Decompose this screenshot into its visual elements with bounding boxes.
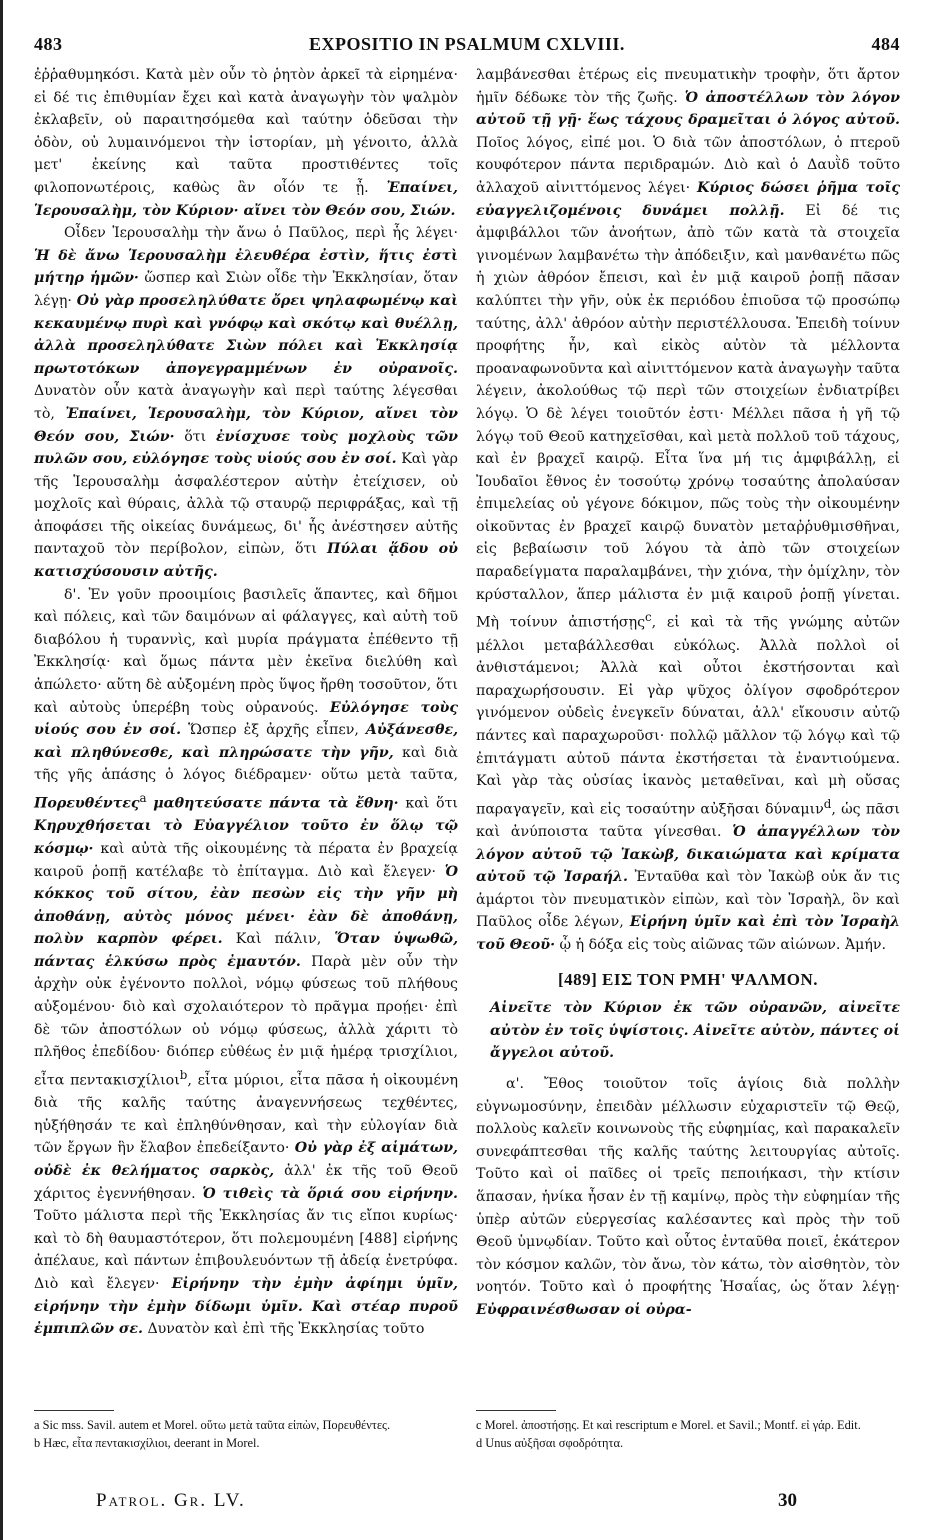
text-run: Παρὰ μὲν οὖν τὴν ἀρχὴν οὐκ ἐγένοντο πολλοὶ, νόμῳ φύσεως τοῦ πλήθους αὐξομένου· διὸ καὶ σχολαιότερον τὸ πρᾶγμα προῄει· ἐπὶ δὲ τῶν ἀποστόλων οὐ νόμῳ φύσεως, ἀλλὰ χάριτι τὸ πλῆθος ἐπεδίδου· διόπερ εὐθέως ἐν μιᾷ ἡμέρᾳ τρισχίλιοι, εἶτα πεντακισχίλιοι (34, 953, 458, 1089)
scripture-quote: Αὐξάνεσθε, καὶ πληθύνεσθε, καὶ πληρώσατε τὴν γῆν, (34, 722, 459, 761)
text-run: ὥσπερ καὶ Σιὼν οἶδε τὴν Ἐκκλησίαν, ὅταν λέγῃ· (34, 270, 458, 309)
text-run: ὅτι (184, 428, 207, 445)
left-column (34, 64, 458, 1341)
printer-signature: Patrol. Gr. LV. (96, 1490, 246, 1511)
footnote-mark[interactable]: c (645, 610, 652, 625)
footnotes-left (34, 1418, 458, 1453)
text-run: Καὶ γὰρ τῆς Ἱερουσαλὴμ ἀσφαλέστερον αὐτὴν ἐτείχισεν, οὐ μοχλοῖς καὶ θύραις, ἀλλὰ τῷ σταυρῷ περιφράξας, καὶ τῇ ἀποφάσει τῆς οἰκείας δυνάμεως, δι' ἧς ἀνέστησεν αὐτῆς πανταχοῦ τὸν περίβολον, εἰπὼν, ὅτι (34, 451, 458, 558)
scripture-quote: Εἰρήνη ὑμῖν καὶ ἐπὶ τὸν Ἰσραὴλ τοῦ Θεοῦ· (476, 914, 900, 954)
scripture-quote: Εὐφραινέσθωσαν οἱ οὐρα- (476, 1301, 692, 1318)
text-run: Οἶδεν Ἱερουσαλὴμ τὴν ἄνω ὁ Παῦλος, περὶ ἧς λέγει· (64, 225, 458, 242)
text-run: , εἶτα μύριοι, εἶτα πᾶσα ἡ οἰκουμένη διὰ τῆς καλῆς ταύτης ἀναγεννήσεως τεχθέντες, ηὐξήθησάν τε καὶ ἐπληθύνθησαν, καὶ τὴν εὐλογίαν διὰ τῶν ἔργων ἣν ἔλαβον ἐπεδείξαντο· (34, 1072, 459, 1157)
text-run: Ποῖος λόγος, εἰπέ μοι. Ὁ διὰ τῶν ἀποστόλων, ὁ πτεροῦ κουφότερον πάντα περιδραμών. Διὸ καὶ ὁ Δαυῒδ τοῦτο ἀλλαχοῦ αἰνιττόμενος λέγει· (476, 134, 900, 196)
text-run: καὶ αὐτὰ τῆς οἰκουμένης τὰ πέρατα ἐν βραχείᾳ καιροῦ ῥοπῇ κατέλαβε τὸ ἐπίταγμα. Διὸ καὶ ἔλεγεν· (34, 840, 458, 880)
scripture-quote: Εἰρήνην τὴν ἐμὴν ἀφίημι ὑμῖν, εἰρήνην τὴν ἐμὴν δίδωμι ὑμῖν. Καὶ στέαρ πυροῦ ἐμπιπλῶν σε. (34, 1275, 458, 1338)
footnote-mark[interactable]: d (823, 796, 832, 811)
scripture-quote: Κύριος δώσει ῥῆμα τοῖς εὐαγγελιζομένοις δυνάμει πολλῇ. (476, 179, 900, 219)
right-column (476, 64, 900, 1322)
page-number-right: 484 (871, 34, 900, 54)
footnote: a Sic mss. Savil. autem et Morel. οὕτω μετὰ ταῦτα εἰπὼν, Πορευθέντες. (34, 1418, 391, 1432)
running-title: EXPOSITIO IN PSALMUM CXLVIII. (309, 34, 625, 54)
scripture-quote: Ὁ κόκκος τοῦ σίτου, ἐὰν πεσὼν εἰς τὴν γῆν μὴ ἀποθάνῃ, αὐτὸς μόνος μένει· ἐὰν δὲ ἀποθάνῃ, πολὺν καρπὸν φέρει. (34, 863, 458, 948)
text-run: ᾧ ἡ δόξα εἰς τοὺς αἰῶνας τῶν αἰώνων. Ἀμήν. (559, 937, 887, 954)
text-run: , εἰ καὶ τὰ τῆς γνώμης αὐτῶν μέλλοι μεταβάλλεσθαι εὐκόλως. Ἀλλὰ πολλοὶ οἱ ἀνθιστάμενοι; Ἀλλὰ καὶ οὗτοι ἐκστήσονται καὶ παραχωρήσουσιν. Εἰ γὰρ ψῦχος ὀλίγον σφοδρότερον γινόμενον οὐδεὶς ἐνεγκεῖν δύναται, ἀλλ' εἴκουσιν αὐτῷ πάντες καὶ παραχωροῦσι· πολλῷ μᾶλλον τῷ λόγῳ καὶ τῷ ἐπιτάγματι αὐτοῦ πάντα ἐκστήσεται τὰ ἐναντιούμενα. Καὶ γὰρ τὰς οὐσίας ἱκανὸς μεταθεῖναι, καὶ μὴ οὔσας παραγαγεῖν, καὶ εἰς τοσαύτην αὐξῆσαι δύναμιν (476, 614, 900, 818)
scripture-quote: Ὁ ἀποστέλλων τὸν λόγον αὐτοῦ τῇ γῇ· ἕως τάχους δραμεῖται ὁ λόγος αὐτοῦ. (476, 89, 900, 129)
footnote: d Unus αὐξῆσαι σφοδρότητα. (476, 1435, 624, 1450)
text-run: α'. Ἔθος τοιοῦτον τοῖς ἁγίοις διὰ πολλὴν εὐγνωμοσύνην, ἐπειδὰν μέλλωσιν εὐχαριστεῖν τῷ Θεῷ, πολλοὺς καλεῖν κοινωνοὺς τῆς εὐφημίας, καὶ παρακαλεῖν συνεφάπτεσθαι τῆς καλῆς ταύτης λειτουργίας αὐτοῖς. Τοῦτο καὶ οἱ παῖδες οἱ τρεῖς πεποιήκασι, τὴν κτίσιν ἅπασαν, ἡνίκα ἦσαν ἐν τῇ καμίνῳ, πρὸς τὴν εὐφημίαν τῆς ὑπὲρ αὐτῶν εὐεργεσίας καλέσαντες καὶ πρὸς τὴν τοῦ Θεοῦ ὑμνῳδίαν. Τοῦτο καὶ οὗτος ἐνταῦθα ποιεῖ, ἑκάτερον τὸν κόσμον καλῶν, τὸν ἄνω, τὸν κάτω, τὸν αἰσθητὸν, τὸν νοητόν. Τοῦτο καὶ ὁ προφήτης Ἡσαΐας, ὡς ὅταν λέγῃ· (476, 1076, 900, 1296)
text-run: λαμβάνεσθαι ἑτέρως εἰς πνευματικὴν τροφὴν, ὅτι ἄρτον ἡμῖν δέδωκε τὸν τῆς ζωῆς. (476, 67, 900, 106)
scripture-quote: Κηρυχθήσεται τὸ Εὐαγγέλιον τοῦτο ἐν ὅλῳ τῷ κόσμῳ· (34, 818, 458, 857)
scripture-quote: Οὐ γὰρ προσεληλύθατε ὄρει ψηλαφωμένῳ καὶ κεκαυμένῳ πυρὶ καὶ γνόφῳ καὶ σκότῳ καὶ θυέλλῃ, ἀλλὰ προσεληλύθατε Σιὼν πόλει καὶ Ἐκκλησίᾳ πρωτοτόκων ἀπογεγραμμένων ἐν οὐρανοῖς. (34, 292, 458, 377)
paragraph (34, 584, 458, 1341)
text-run: Εἰ δέ τις ἀμφιβάλλοι τῶν ἀνοήτων, ἀπὸ τῶν κατὰ τὰ στοιχεῖα γινομένων λαμβανέτω τὴν ἀπόδειξιν, καὶ μανθανέτω πῶς ἡ χιὼν ἀθρόον ἔπεισι, καὶ ἐν μιᾷ καιροῦ ῥοπῇ πᾶσαν καλύπτει τὴν γῆν, οὐκ ἐκ περιόδου ἐπιοῦσα τῷ προσώπῳ ταύτης, ἀλλ' ἀθρόον αὐτὴν περιστέλλουσα. Ἐπειδὴ τοίνυν προφήτης ἦν, καὶ εἰκὸς αὐτὸν τὰ μέλλοντα προαναφωνοῦντα καὶ αἰνιττόμενον κατὰ ἀναγωγὴν ταῦτα λέγειν, ἀκολούθως τῷ περὶ τῶν στοιχείων ἐνδιατρίβει λόγῳ. Ὁ δὲ λέγει τοιοῦτόν ἐστι· Μέλλει πᾶσα ἡ γῆ τῷ λόγῳ τοῦ Θεοῦ κατηχεῖσθαι, καὶ μετὰ πολλοῦ τοῦ τάχους, καὶ ἐν βραχεῖ καιρῷ. Εἶτα ἵνα μή τις ἀμφιβάλλῃ, εἰ Ἰουδαῖοι ἔθνος ἐν τοσούτῳ χρόνῳ τοσαύτης ἀπολαύσαν ἐπιμελείας οὐ γέγονε δόκιμον, πῶς τοὺς τὴν οἰκουμένην οἰκοῦντας ἐν βραχεῖ καιρῷ δυνατὸν μεταῤῥυθμισθῆναι, εἰς βεβαίωσιν τοῦ λόγου τὰ ἀπὸ τῶν στοιχείων παραδείγματα παραλαμβάνει, τὴν χιόνα, τὴν ὁμίχλην, τὸν κρύσταλλον, ἅπερ μάλιστα ἐν μιᾷ καιροῦ ῥοπῇ γίνεται. Μὴ τοίνυν ἀπιστήσῃς (476, 202, 901, 631)
scripture-quote: Ἐπαίνει, Ἱερουσαλὴμ, τὸν Κύριον, αἴνει τὸν Θεόν σου, Σιών· (34, 405, 458, 445)
scripture-quote: Ὅταν ὑψωθῶ, πάντας ἑλκύσω πρὸς ἐμαυτόν. (34, 931, 459, 970)
text-run: ἐῤῥαθυμηκόσι. Κατὰ μὲν οὖν τὸ ῥητὸν ἀρκεῖ τὰ εἰρημένα· εἰ δέ τις ἐπιθυμίαν ἔχει καὶ κατὰ ἀναγωγὴν τὸν ψαλμὸν ἐκλαβεῖν, οὐ παραιτησόμεθα καὶ ταύτην ὁδεῦσαι τὴν ὁδὸν, οὐ λυμαινόμενοι τὴν ἱστορίαν, μὴ γένοιτο, ἀλλὰ μετ' ἐκείνης καὶ ταῦτα προστιθέντες τοῖς φιλοπονωτέροις, καθὼς ἂν οἷόν τε ᾖ. (34, 67, 458, 196)
footnote-rule (476, 1410, 556, 1411)
footnote: b Hæc, εἶτα πεντακισχίλιοι, deerant in Morel. (34, 1435, 260, 1450)
footnote-mark[interactable]: a (139, 791, 147, 805)
footnote-mark[interactable]: b (179, 1067, 188, 1082)
sheet-number: 30 (778, 1490, 797, 1511)
text-run: δ'. Ἐν γοῦν προοιμίοις βασιλεῖς ἅπαντες, καὶ δῆμοι καὶ πόλεις, καὶ τῶν δαιμόνων αἱ φάλαγγες, καὶ αὐτὴ τοῦ διαβόλου ἡ τυραννὶς, καὶ μυρία πράγματα ἐπέθεντο τῇ Ἐκκλησίᾳ· καὶ ὅμως πάντα μὲν ἐκεῖνα διελύθη καὶ ἀπώλετο· αὕτη δὲ αὐξομένη πρὸς ὕψος ἤρθη τοσοῦτον, ὅτι καὶ αὐτοὺς ὑπερέβη τοὺς οὐρανούς. (34, 586, 458, 716)
text-run: Δυνατὸν οὖν κατὰ ἀναγωγὴν καὶ περὶ ταύτης λέγεσθαι τὸ, (34, 383, 458, 422)
page-edge-rule (0, 0, 3, 1540)
footnote: c Morel. ἀποστήσῃς. Et καὶ rescriptum e Morel. et Savil.; Montf. εἰ γάρ. Edit. (476, 1418, 861, 1432)
text-run: καὶ διὰ τῆς γῆς ἁπάσης ὁ λόγος διέδραμεν· οὕτω μετὰ ταῦτα, (34, 744, 459, 784)
scripture-quote: Πύλαι ᾅδου οὐ κατισχύσουσιν αὐτῆς. (34, 541, 458, 581)
text-run: , ὡς πᾶσι καὶ ἀνύποιστα ταῦτα γίνεσθαι. (476, 801, 901, 841)
text-run: Ἐνταῦθα καὶ τὸν Ἰακὼβ οὐκ ἄν τις ἁμάρτοι τὸν πνευματικὸν εἰπὼν, καὶ τὸν Ἰσραὴλ, ὃν καὶ Παῦλος οἶδε λέγων, (476, 869, 900, 931)
text-run: Δυνατὸν καὶ ἐπὶ τῆς Ἐκκλησίας τοῦτο (147, 1321, 425, 1338)
scripture-quote: Εὐλόγησε τοὺς υἱούς σου ἐν σοί. (34, 699, 458, 739)
scripture-quote: Ὁ τιθεὶς τὰ ὅριά σου εἰρήνην. (202, 1185, 458, 1202)
section-title: [489] ΕΙΣ ΤΟΝ ΡΜΗ' ΨΑΛΜΟΝ. (557, 969, 818, 989)
scripture-quote: Ἡ δὲ ἄνω Ἱερουσαλὴμ ἐλευθέρα ἐστὶν, ἥτις ἐστὶ μήτηρ ἡμῶν· (34, 247, 458, 287)
scripture-quote: Οὐ γὰρ ἐξ αἱμάτων, οὐδὲ ἐκ θελήματος σαρκὸς, (34, 1140, 458, 1179)
scripture-quote: μαθητεύσατε πάντα τὰ ἔθνη· (153, 795, 399, 812)
scripture-quote: Πορευθέντες (34, 795, 140, 812)
text-run: καὶ ὅτι (405, 795, 458, 812)
scripture-quote: Ὁ ἀπαγγέλλων τὸν λόγον αὐτοῦ τῷ Ἰακὼβ, δικαιώματα καὶ κρίματα αὐτοῦ τῷ Ἰσραήλ. (476, 824, 900, 886)
psalm-epigraph: Αἰνεῖτε τὸν Κύριον ἐκ τῶν οὐρανῶν, αἰνεῖτε αὐτὸν ἐν τοῖς ὑψίστοις. Αἰνεῖτε αὐτὸν, πάντες οἱ ἄγγελοι αὐτοῦ. (490, 1000, 900, 1062)
footnotes-right (476, 1418, 900, 1453)
paragraph (476, 64, 900, 957)
footnote-rule (34, 1410, 114, 1411)
text-run: ἀλλ' ἐκ τῆς τοῦ Θεοῦ χάριτος ἐγεννήθησαν. (34, 1162, 458, 1202)
paragraph (34, 222, 458, 584)
page-number-left: 483 (34, 34, 63, 54)
scripture-quote: Ἐπαίνει, Ἱερουσαλὴμ, τὸν Κύριον· αἴνει τὸν Θεόν σου, Σιών. (34, 179, 458, 219)
text-run: Καὶ πάλιν, (235, 931, 322, 948)
paragraph (476, 1073, 900, 1322)
paragraph (34, 64, 458, 222)
running-header (34, 34, 900, 64)
text-run: Ὥσπερ ἐξ ἀρχῆς εἶπεν, (188, 722, 359, 739)
text-run: Τοῦτο μάλιστα περὶ τῆς Ἐκκλησίας ἄν τις εἴποι κυρίως· καὶ τὸ δὴ θαυμαστότερον, ὅτι πολεμουμένη [488] εἰρήνης ἀπέλαυε, καὶ πάντων ἐπιβουλευόντων τῇ ἀδείᾳ ἐνετρύφα. Διὸ καὶ ἔλεγεν· (34, 1208, 458, 1292)
scripture-quote: ἐνίσχυσε τοὺς μοχλοὺς τῶν πυλῶν σου, εὐλόγησε τοὺς υἱούς σου ἐν σοί. (34, 428, 458, 468)
